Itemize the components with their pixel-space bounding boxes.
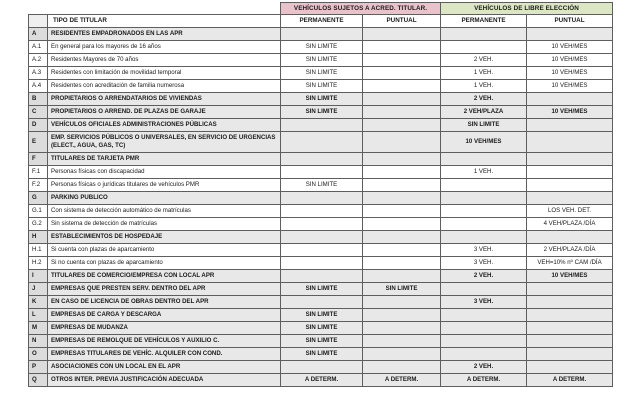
cell-libre-permanente [441, 348, 527, 361]
cell-acred-puntual [363, 296, 441, 309]
cell-libre-puntual: 10 VEH/MES [527, 54, 613, 67]
row-description: VEHÍCULOS OFICIALES ADMINISTRACIONES PÚBLICAS [48, 119, 281, 132]
cell-acred-permanente: SIN LIMITE [281, 309, 363, 322]
row-description: EMPRESAS DE REMOLQUE DE VEHÍCULOS Y AUXILIO C. [48, 335, 281, 348]
cell-libre-puntual [527, 132, 613, 153]
row-code: K [29, 296, 48, 309]
row-code: H.2 [29, 257, 48, 270]
row-description: TITULARES DE TARJETA PMR [48, 153, 281, 166]
cell-acred-permanente [281, 28, 363, 41]
cell-libre-permanente: 1 VEH. [441, 67, 527, 80]
cell-libre-puntual [527, 231, 613, 244]
cell-acred-puntual [363, 67, 441, 80]
cell-libre-permanente: 2 VEH/PLAZA [441, 106, 527, 119]
row-description: Sin sistema de detección de matrículas [48, 218, 281, 231]
row-code: C [29, 106, 48, 119]
cell-libre-puntual: 10 VEH/MES [527, 106, 613, 119]
cell-libre-puntual: 2 VEH/PLAZA /DÍA [527, 244, 613, 257]
cell-libre-puntual: A DETERM. [527, 374, 613, 387]
cell-acred-permanente [281, 270, 363, 283]
cell-libre-puntual [527, 93, 613, 106]
row-description: EMPRESAS TITULARES DE VEHÍC. ALQUILER CON COND. [48, 348, 281, 361]
row-description: Residentes con limitación de movilidad temporal [48, 67, 281, 80]
table-row [29, 192, 613, 205]
cell-acred-puntual [363, 244, 441, 257]
column-header-libre-permanente: PERMANENTE [441, 15, 527, 28]
row-code: P [29, 361, 48, 374]
row-description: EMP. SERVICIOS PÚBLICOS O UNIVERSALES, EN SERVICIO DE URGENCIAS (ELECT., AGUA, GAS, TC) [48, 132, 281, 153]
cell-acred-puntual [363, 309, 441, 322]
cell-libre-permanente: 3 VEH. [441, 244, 527, 257]
row-code: J [29, 283, 48, 296]
cell-libre-permanente [441, 41, 527, 54]
row-code: D [29, 119, 48, 132]
cell-acred-puntual [363, 205, 441, 218]
cell-acred-permanente [281, 361, 363, 374]
cell-libre-permanente: 2 VEH. [441, 270, 527, 283]
table-body [29, 28, 613, 387]
table-row [29, 80, 613, 93]
cell-acred-permanente [281, 119, 363, 132]
cell-acred-puntual [363, 80, 441, 93]
cell-acred-puntual [363, 257, 441, 270]
cell-libre-puntual: 10 VEH/MES [527, 67, 613, 80]
cell-libre-puntual [527, 348, 613, 361]
table-row [29, 335, 613, 348]
cell-acred-permanente: SIN LIMITE [281, 283, 363, 296]
cell-acred-puntual [363, 348, 441, 361]
row-description: EMPRESAS DE CARGA Y DESCARGA [48, 309, 281, 322]
row-description: EMPRESAS DE MUDANZA [48, 322, 281, 335]
column-header-libre-puntual: PUNTUAL [527, 15, 613, 28]
cell-acred-puntual [363, 231, 441, 244]
cell-acred-permanente [281, 244, 363, 257]
table-row [29, 54, 613, 67]
cell-acred-puntual [363, 179, 441, 192]
cell-acred-puntual [363, 153, 441, 166]
row-code: N [29, 335, 48, 348]
row-code: H.1 [29, 244, 48, 257]
cell-libre-permanente: 2 VEH. [441, 361, 527, 374]
table-row [29, 218, 613, 231]
cell-libre-puntual [527, 361, 613, 374]
row-code: F.2 [29, 179, 48, 192]
row-code: L [29, 309, 48, 322]
row-description: Residentes Mayores de 70 años [48, 54, 281, 67]
table-row [29, 28, 613, 41]
cell-acred-puntual: A DETERM. [363, 374, 441, 387]
row-code: I [29, 270, 48, 283]
cell-libre-permanente [441, 335, 527, 348]
row-code: A.3 [29, 67, 48, 80]
table-row [29, 348, 613, 361]
row-description: OTROS INTER. PREVIA JUSTIFICACIÓN ADECUADA [48, 374, 281, 387]
cell-acred-permanente: SIN LIMITE [281, 335, 363, 348]
row-code: E [29, 132, 48, 153]
cell-libre-puntual: 4 VEH/PLAZA /DÍA [527, 218, 613, 231]
table-row [29, 119, 613, 132]
row-description: RESIDENTES EMPADRONADOS EN LAS APR [48, 28, 281, 41]
table-row [29, 132, 613, 153]
row-description: En general para los mayores de 16 años [48, 41, 281, 54]
row-description: EMPRESAS QUE PRESTEN SERV. DENTRO DEL APR [48, 283, 281, 296]
row-description: Si no cuenta con plazas de aparcamiento [48, 257, 281, 270]
row-code: F [29, 153, 48, 166]
table-row [29, 41, 613, 54]
row-code: A.1 [29, 41, 48, 54]
table-row [29, 361, 613, 374]
cell-acred-puntual [363, 93, 441, 106]
table-row [29, 322, 613, 335]
cell-acred-permanente [281, 231, 363, 244]
cell-acred-permanente [281, 296, 363, 309]
table-row [29, 296, 613, 309]
table-row [29, 179, 613, 192]
cell-libre-permanente [441, 231, 527, 244]
row-code: G.2 [29, 218, 48, 231]
table-row [29, 67, 613, 80]
group-header-spacer-desc [48, 3, 281, 15]
row-description: ASOCIACIONES CON UN LOCAL EN EL APR [48, 361, 281, 374]
table-header [29, 3, 613, 28]
column-header-acred-puntual: PUNTUAL [363, 15, 441, 28]
row-description: Personas físicas con discapacidad [48, 166, 281, 179]
cell-acred-permanente: SIN LIMITE [281, 41, 363, 54]
cell-libre-puntual: 10 VEH/MES [527, 80, 613, 93]
cell-libre-permanente: 3 VEH. [441, 257, 527, 270]
cell-libre-permanente: SIN LIMITE [441, 119, 527, 132]
cell-acred-puntual [363, 132, 441, 153]
row-code: A [29, 28, 48, 41]
cell-libre-permanente: A DETERM. [441, 374, 527, 387]
vehicle-authorization-table [28, 2, 613, 387]
row-code: G.1 [29, 205, 48, 218]
cell-acred-puntual [363, 41, 441, 54]
cell-libre-puntual [527, 309, 613, 322]
row-code: G [29, 192, 48, 205]
cell-acred-puntual [363, 119, 441, 132]
row-description: EN CASO DE LICENCIA DE OBRAS DENTRO DEL APR [48, 296, 281, 309]
row-code: A.2 [29, 54, 48, 67]
cell-libre-puntual [527, 192, 613, 205]
cell-acred-puntual [363, 166, 441, 179]
column-group-libre-eleccion: VEHÍCULOS DE LIBRE ELECCIÓN [441, 3, 613, 15]
cell-acred-puntual [363, 218, 441, 231]
row-code: M [29, 322, 48, 335]
column-header-tipo-de-titular: TIPO DE TITULAR [48, 15, 281, 28]
row-description: TITULARES DE COMERCIO/EMPRESA CON LOCAL APR [48, 270, 281, 283]
row-description: Personas físicas o jurídicas titulares de vehículos PMR [48, 179, 281, 192]
cell-libre-permanente [441, 218, 527, 231]
cell-libre-puntual [527, 119, 613, 132]
cell-libre-permanente: 10 VEH/MES [441, 132, 527, 153]
column-header-acred-permanente: PERMANENTE [281, 15, 363, 28]
cell-libre-puntual [527, 296, 613, 309]
table-row [29, 166, 613, 179]
cell-acred-permanente [281, 205, 363, 218]
table-row [29, 257, 613, 270]
row-code: A.4 [29, 80, 48, 93]
cell-libre-puntual [527, 28, 613, 41]
row-description: PROPIETARIOS O ARRENDATARIOS DE VIVIENDAS [48, 93, 281, 106]
cell-libre-puntual [527, 283, 613, 296]
column-header-row [29, 15, 613, 28]
cell-libre-permanente: 1 VEH. [441, 80, 527, 93]
table-row [29, 93, 613, 106]
cell-acred-permanente: A DETERM. [281, 374, 363, 387]
row-code: Q [29, 374, 48, 387]
cell-libre-permanente [441, 205, 527, 218]
row-code: H [29, 231, 48, 244]
row-description: PROPIETARIOS O ARREND. DE PLAZAS DE GARAJE [48, 106, 281, 119]
cell-libre-puntual: 10 VEH/MES [527, 270, 613, 283]
table-row [29, 270, 613, 283]
column-group-acreditacion-titular: VEHÍCULOS SUJETOS A ACRED. TITULAR. [281, 3, 441, 15]
cell-libre-puntual [527, 166, 613, 179]
table-row [29, 231, 613, 244]
cell-acred-puntual [363, 270, 441, 283]
cell-libre-permanente [441, 309, 527, 322]
cell-libre-permanente [441, 153, 527, 166]
cell-libre-permanente: 3 VEH. [441, 296, 527, 309]
row-code: F.1 [29, 166, 48, 179]
column-group-header-row [29, 3, 613, 15]
cell-libre-permanente [441, 179, 527, 192]
cell-acred-permanente [281, 153, 363, 166]
cell-acred-puntual [363, 54, 441, 67]
cell-acred-puntual [363, 192, 441, 205]
cell-acred-permanente [281, 166, 363, 179]
table-row [29, 205, 613, 218]
cell-libre-puntual [527, 153, 613, 166]
cell-acred-permanente: SIN LIMITE [281, 80, 363, 93]
cell-acred-permanente: SIN LIMITE [281, 93, 363, 106]
cell-acred-puntual: SIN LIMITE [363, 283, 441, 296]
cell-libre-permanente [441, 192, 527, 205]
cell-libre-puntual [527, 179, 613, 192]
cell-libre-permanente [441, 28, 527, 41]
cell-libre-permanente: 2 VEH. [441, 54, 527, 67]
cell-acred-puntual [363, 106, 441, 119]
row-description: PARKING PUBLICO [48, 192, 281, 205]
cell-libre-permanente [441, 283, 527, 296]
row-code: O [29, 348, 48, 361]
cell-acred-permanente: SIN LIMITE [281, 54, 363, 67]
cell-acred-permanente: SIN LIMITE [281, 179, 363, 192]
row-description: Residentes con acreditación de familia numerosa [48, 80, 281, 93]
table-row [29, 374, 613, 387]
cell-acred-puntual [363, 28, 441, 41]
table-row [29, 244, 613, 257]
table-row [29, 309, 613, 322]
cell-libre-puntual: 10 VEH/MES [527, 41, 613, 54]
row-description: Con sistema de detección automático de matrículas [48, 205, 281, 218]
cell-acred-permanente: SIN LIMITE [281, 106, 363, 119]
cell-acred-permanente [281, 218, 363, 231]
cell-acred-permanente: SIN LIMITE [281, 322, 363, 335]
cell-acred-permanente: SIN LIMITE [281, 348, 363, 361]
cell-libre-permanente [441, 322, 527, 335]
cell-acred-puntual [363, 361, 441, 374]
row-description: ESTABLECIMIENTOS DE HOSPEDAJE [48, 231, 281, 244]
table-row [29, 153, 613, 166]
cell-acred-permanente [281, 257, 363, 270]
cell-libre-puntual [527, 335, 613, 348]
table-row [29, 106, 613, 119]
column-header-code [29, 15, 48, 28]
row-description: Si cuenta con plazas de aparcamiento [48, 244, 281, 257]
cell-acred-permanente [281, 132, 363, 153]
row-code: B [29, 93, 48, 106]
table-row [29, 283, 613, 296]
cell-acred-permanente: SIN LIMITE [281, 67, 363, 80]
cell-libre-puntual: VEH=10% nº CAM /DÍA [527, 257, 613, 270]
cell-libre-permanente: 2 VEH. [441, 93, 527, 106]
cell-acred-puntual [363, 322, 441, 335]
cell-acred-puntual [363, 335, 441, 348]
cell-libre-puntual [527, 322, 613, 335]
cell-libre-permanente: 1 VEH. [441, 166, 527, 179]
group-header-spacer-code [29, 3, 48, 15]
cell-libre-puntual: LOS VEH. DET. [527, 205, 613, 218]
cell-acred-permanente [281, 192, 363, 205]
